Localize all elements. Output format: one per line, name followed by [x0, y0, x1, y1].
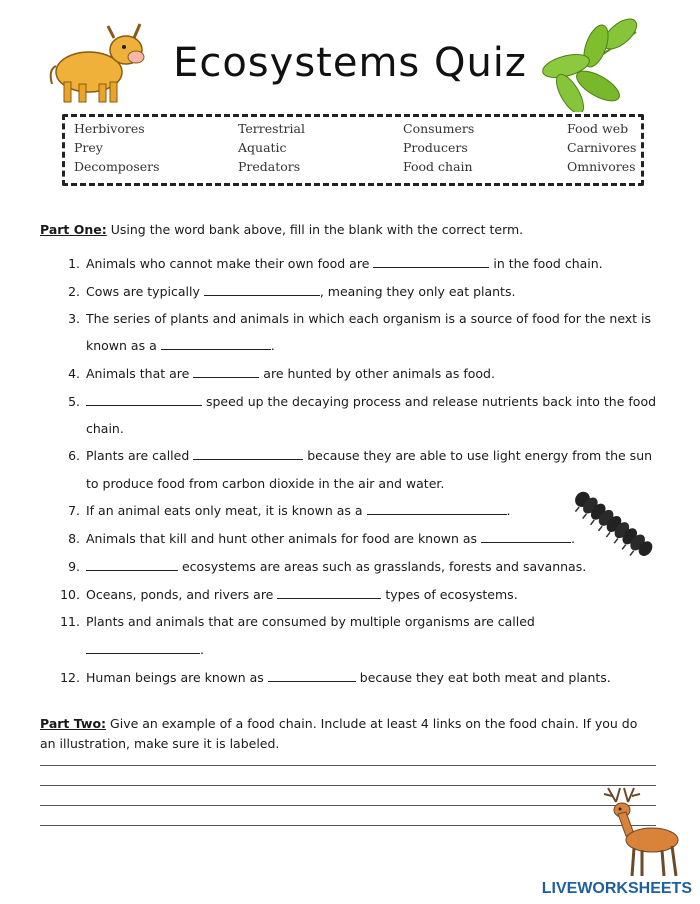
question-9: ecosystems are areas such as grasslands, forests and savannas. [86, 559, 586, 574]
question-number: 1. [68, 256, 80, 271]
answer-blank-3[interactable] [161, 338, 271, 350]
word-food-web: Food web [567, 121, 629, 136]
part-two-heading [40, 716, 637, 731]
page-title: Ecosystems Quiz [173, 40, 527, 86]
part-one-label: Part One: [40, 222, 107, 237]
word-predators: Predators [238, 159, 301, 174]
answer-blank-1[interactable] [373, 256, 489, 268]
question-number: 11. [60, 614, 80, 629]
part-one-instruction: Using the word bank above, fill in the blank with the correct term. [110, 222, 524, 237]
question-11-cont: . [86, 642, 204, 657]
question-8: Animals that kill and hunt other animals for food are known as . [86, 531, 576, 546]
question-11: Plants and animals that are consumed by multiple organisms are called [86, 614, 535, 629]
question-4: Animals that are are hunted by other animals as food. [86, 366, 495, 381]
question-5: speed up the decaying process and release nutrients back into the food [86, 394, 656, 409]
question-number: 5. [68, 394, 80, 409]
leaf-illustration [536, 12, 642, 112]
word-herbivores: Herbivores [74, 121, 145, 136]
question-6: Plants are called because they are able to use light energy from the sun [86, 448, 653, 463]
question-number: 2. [68, 284, 80, 299]
question-12: Human beings are known as because they eat both meat and plants. [86, 670, 611, 685]
part-two-label: Part Two: [40, 716, 107, 731]
question-6-cont: to produce food from carbon dioxide in the air and water. [86, 476, 445, 491]
word-terrestrial: Terrestrial [238, 121, 305, 136]
answer-blank-12[interactable] [268, 670, 356, 682]
answer-blank-4[interactable] [193, 366, 259, 378]
question-3: The series of plants and animals in which each organism is a source of food for the next is [86, 311, 652, 326]
word-omnivores: Omnivores [567, 159, 636, 174]
word-prey: Prey [74, 140, 103, 155]
liveworksheets-logo: LIVEWORKSHEETS [541, 880, 692, 897]
writing-line[interactable] [40, 785, 656, 786]
question-number: 4. [68, 366, 80, 381]
writing-line[interactable] [40, 825, 656, 826]
part-two-instruction-2: an illustration, make sure it is labeled. [40, 736, 280, 751]
answer-blank-8[interactable] [481, 531, 571, 543]
answer-blank-6[interactable] [193, 448, 303, 460]
caterpillar-illustration [566, 484, 662, 564]
answer-blank-10[interactable] [277, 587, 381, 599]
question-number: 10. [60, 587, 80, 602]
answer-blank-7[interactable] [367, 503, 507, 515]
question-number: 12. [60, 670, 80, 685]
question-number: 6. [68, 448, 80, 463]
question-10: Oceans, ponds, and rivers are types of ecosystems. [86, 587, 518, 602]
question-3-cont: known as a . [86, 338, 275, 353]
word-bank-box [62, 114, 644, 186]
question-number: 3. [68, 311, 80, 326]
part-two-instruction: Give an example of a food chain. Include at least 4 links on the food chain. If you do [110, 716, 638, 731]
answer-blank-5[interactable] [86, 394, 202, 406]
writing-line[interactable] [40, 805, 656, 806]
answer-blank-9[interactable] [86, 559, 178, 571]
question-number: 7. [68, 503, 80, 518]
question-5-cont: chain. [86, 421, 124, 436]
answer-blank-2[interactable] [204, 284, 320, 296]
question-1: Animals who cannot make their own food are in the food chain. [86, 256, 603, 271]
question-2: Cows are typically , meaning they only eat plants. [86, 284, 516, 299]
word-aquatic: Aquatic [238, 140, 287, 155]
answer-blank-11[interactable] [86, 642, 200, 654]
word-consumers: Consumers [403, 121, 475, 136]
question-number: 9. [68, 559, 80, 574]
question-number: 8. [68, 531, 80, 546]
word-decomposers: Decomposers [74, 159, 160, 174]
deer-illustration [590, 784, 686, 880]
question-7: If an animal eats only meat, it is known as a . [86, 503, 511, 518]
word-carnivores: Carnivores [567, 140, 637, 155]
part-one-heading [40, 222, 523, 237]
word-producers: Producers [403, 140, 468, 155]
word-food-chain: Food chain [403, 159, 473, 174]
writing-line[interactable] [40, 765, 656, 766]
cow-illustration [44, 14, 146, 106]
